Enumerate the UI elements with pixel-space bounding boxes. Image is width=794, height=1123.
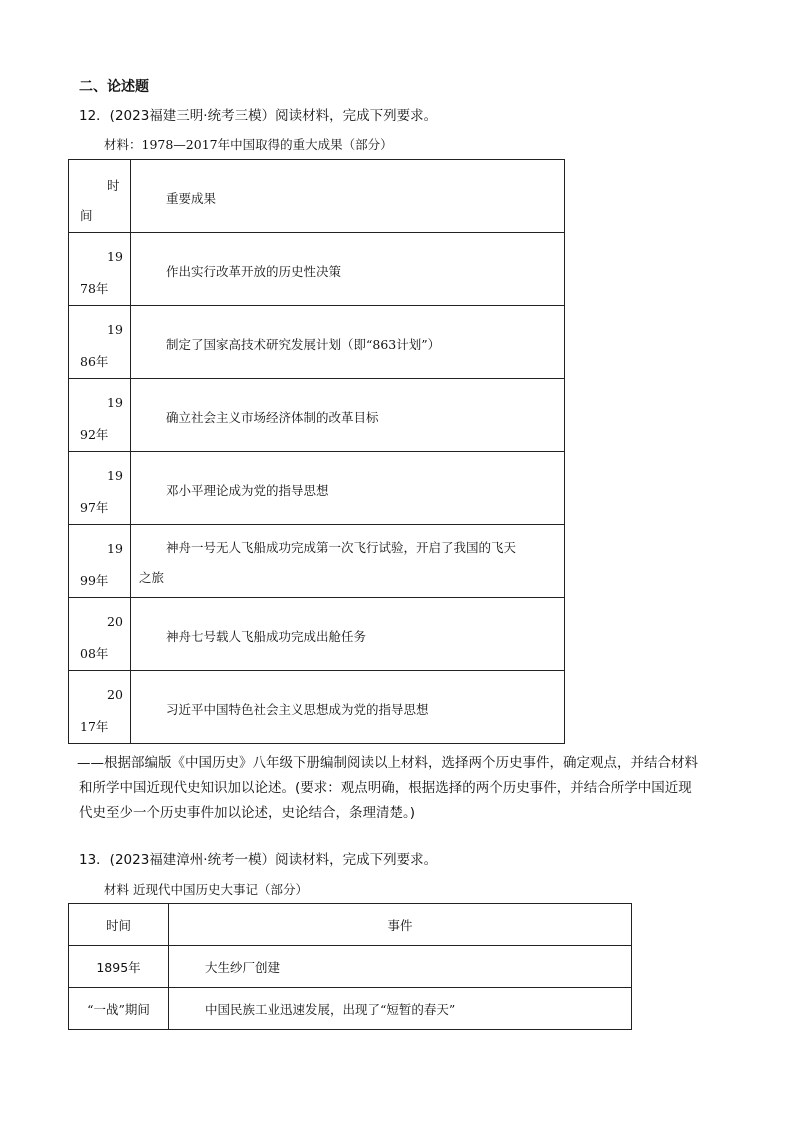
achievement-text: 制定了国家高技术研究发展计划（即“863计划”）	[166, 337, 441, 352]
table-row	[69, 946, 632, 988]
achievements-table	[68, 159, 565, 744]
q12-header: 12．(2023福建三明·统考三模）阅读材料，完成下列要求。	[79, 108, 438, 124]
table-row	[69, 233, 565, 306]
year-top: 19	[107, 249, 123, 264]
year-bottom: 97年	[80, 500, 109, 515]
instruction-line: 和所学中国近现代史知识加以论述。(要求：观点明确，根据选择的两个历史事件，并结合所学中国近现	[79, 780, 692, 796]
instruction-line: ——根据部编版《中国历史》八年级下册编制阅读以上材料，选择两个历史事件，确定观点，并结合材料	[77, 755, 698, 771]
achievement-text: 神舟一号无人飞船成功完成第一次飞行试验，开启了我国的飞天	[166, 540, 517, 555]
achievement-text: 确立社会主义市场经济体制的改革目标	[166, 410, 379, 425]
q13-material-title: 材料 近现代中国历史大事记（部分）	[104, 882, 308, 897]
achievement-header: 重要成果	[166, 191, 217, 206]
event-time: 1895年	[69, 946, 169, 988]
year-bottom: 08年	[80, 646, 109, 661]
events-table	[68, 903, 632, 1030]
achievement-text: 邓小平理论成为党的指导思想	[166, 483, 329, 498]
event-text: 大生纱厂创建	[169, 946, 632, 988]
instruction-line: 代史至少一个历史事件加以论述，史论结合，条理清楚。)	[79, 805, 416, 821]
year-bottom: 92年	[80, 427, 109, 442]
year-bottom: 17年	[80, 719, 109, 734]
event-header: 事件	[169, 904, 632, 946]
table-row	[69, 988, 632, 1030]
time-header-cell	[69, 160, 131, 233]
table-header-row	[69, 160, 565, 233]
time-header-bottom: 间	[80, 208, 93, 223]
year-top: 19	[107, 541, 123, 556]
time-header-top: 时	[107, 178, 120, 193]
event-text: 中国民族工业迅速发展，出现了“短暂的春天”	[169, 988, 632, 1030]
year-top: 19	[107, 468, 123, 483]
achievement-header-cell	[131, 160, 565, 233]
year-bottom: 99年	[80, 573, 109, 588]
table-row	[69, 452, 565, 525]
table-row	[69, 525, 565, 598]
table-row	[69, 306, 565, 379]
q12-material-title: 材料：1978—2017年中国取得的重大成果（部分）	[104, 137, 393, 152]
achievement-text-continued: 之旅	[139, 570, 165, 585]
table-row	[69, 379, 565, 452]
year-bottom: 78年	[80, 281, 109, 296]
time-header: 时间	[69, 904, 169, 946]
year-top: 19	[107, 395, 123, 410]
table-row	[69, 598, 565, 671]
achievement-text: 神舟七号载人飞船成功完成出舱任务	[166, 629, 367, 644]
event-time: “一战”期间	[69, 988, 169, 1030]
achievement-text: 习近平中国特色社会主义思想成为党的指导思想	[166, 702, 429, 717]
table-row	[69, 671, 565, 744]
q12-instructions	[79, 751, 729, 826]
year-top: 19	[107, 322, 123, 337]
table-header-row	[69, 904, 632, 946]
q13-header: 13．(2023福建漳州·统考一模）阅读材料，完成下列要求。	[79, 852, 438, 868]
year-bottom: 86年	[80, 354, 109, 369]
year-top: 20	[107, 614, 123, 629]
section-title: 二、论述题	[79, 79, 149, 95]
achievement-text: 作出实行改革开放的历史性决策	[166, 264, 342, 279]
year-top: 20	[107, 687, 123, 702]
